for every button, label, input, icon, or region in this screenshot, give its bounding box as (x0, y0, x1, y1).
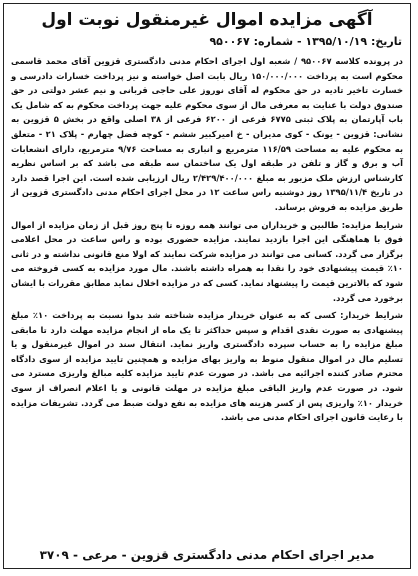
notice-title: آگهی مزایده اموال غیرمنقول نوبت اول (41, 10, 373, 30)
notice-paragraph-buyer-conditions: شرایط خریدار: کسی که به عنوان خریدار مزایده شناخته شد بدوا نسبت به پرداخت ۱۰٪ مبلغ پیشنهادی به صورت نقدی اقدام و سپس حداکثر تا یک ماه از انجام مزایده مهلت دارد تا مابقی مبلغ مزایده را به حساب سپرده دادگستری واریز نماید. انتقال سند در اموال غیرمنقول و یا تسلیم مال در اموال منقول منوط به واریز بهای مزایده و همچنین تایید مزایده از سوی دادگاه محترم صادر کننده اجرائیه می باشد. در صورت عدم تایید مزایده کلیه مبالغ واریزی مسترد می شود. در صورت عدم واریز الباقی مبلغ مزایده در مهلت قانونی و یا اعلام انصراف از سوی خریدار ۱۰٪ واریزی پس از کسر هزینه های مزایده به نفع دولت ضبط می گردد. تشریفات مزایده با رعایت قانون اجرای احکام مدنی می باشد. (11, 310, 403, 423)
notice-paragraph-case: در پرونده کلاسه ۹۵۰۰۶۷ / شعبه اول اجرای احکام مدنی دادگستری قزوین آقای محمد قاسمی محکوم است به پرداخت ۱۵۰/۰۰۰/۰۰۰ ریال بابت اصل خواسته و نیز پرداخت خسارات دادرسی و خسارت تاخیر تادیه در حق محکوم له آقای نوروز علی حاجی قربانی و نیم عشر دولتی در حق صندوق دولت با عنایت به معرفی مال از سوی محکوم علیه جهت پرداخت محکوم به که شامل یک باب آپارتمان به پلاک ثبتی ۶۷۷۵ فرعی از ۶۲۰۰ فرعی از ۳۸ اصلی واقع در بخش ۵ قزوین به نشانی: قزوین - یونک - کوی مدیران - خ امیرکبیر ششم - کوچه فضل چهارم - پلاک ۲۱ - متعلق به محکوم علیه به مساحت ۱۱۶/۵۹ مترمربع و انباری به مساحت ۹/۷۶ مترمربع، دارای انشعابات آب و برق و گاز و تلفن در طبقه اول یک ساختمان سه طبقه می باشد که بر اساس نظریه کارشناس ارزش ملک مزبور به مبلغ ۲/۴۲۹/۴۰۰/۰۰۰ ریال ارزیابی شده است. این اجرا قصد دارد در تاریخ ۱۳۹۵/۱۱/۴ روز دوشنبه راس ساعت ۱۲ در محل اجرای احکام مدنی دادگستری قزوین از طریق مزایده به فروش برساند. (11, 56, 404, 212)
notice-date-number: تاریخ: ۱۳۹۵/۱۰/۱۹ - شماره: ۹۵۰۰۶۷ (209, 35, 402, 48)
notice-body (11, 54, 403, 425)
notice-paragraph-auction-conditions: شرایط مزایده: طالبین و خریداران می توانند همه روزه تا پنج روز قبل از زمان مزایده از اموال فوق با هماهنگی این اجرا بازدید نمایند. مزایده حضوری بوده و راس ساعت در محل اعلامی برگزار می گردد. کسانی می توانند در مزایده شرکت نمایند که اولا منع قانونی نداشته و در ثانی ۱۰٪ قیمت پیشنهادی خود را نقدا به همراه داشته باشند. مال مورد مزایده به کسی فروخته می شود که بالاترین قیمت را پیشنهاد نماید. کسی که در مزایده اخلال نماید مطابق مقررات با ایشان برخورد می گردد. (11, 219, 403, 303)
auction-notice (3, 3, 411, 569)
notice-signature: مدیر اجرای احکام مدنی دادگستری قزوین - مرعی - ۳۷۰۹ (39, 548, 375, 562)
